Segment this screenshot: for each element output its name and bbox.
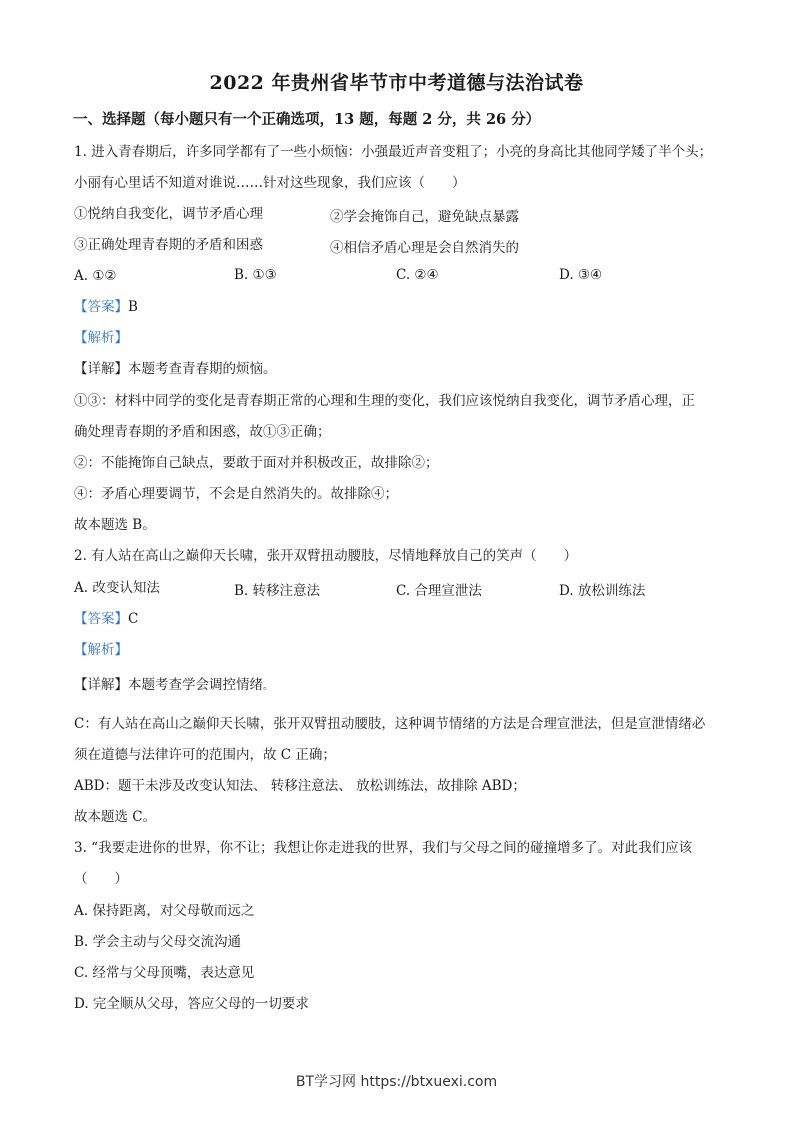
- answer-value: B: [128, 299, 138, 315]
- q1-choice-d: D. ③④: [559, 267, 603, 283]
- q3-stem-line2: （ ）: [74, 871, 128, 887]
- q3-stem-line1: 3. “我要走进你的世界，你不让；我想让你走进我的世界，我们与父母之间的碰撞增多了。对此我们应该: [74, 840, 693, 856]
- q1-option-1: ①悦纳自我变化，调节矛盾心理: [74, 206, 263, 222]
- q2-choice-a: A. 改变认知法: [74, 580, 160, 596]
- q1-option-3: ③正确处理青春期的矛盾和困惑: [74, 237, 263, 253]
- q2-detail: [74, 676, 273, 696]
- q2-analysis-tag: 【解析】: [74, 642, 128, 658]
- q1-explanation-1b: 确处理青春期的矛盾和困惑，故①③正确；: [74, 424, 331, 440]
- q2-explanation-1b: 须在道德与法律许可的范围内，故 C 正确；: [74, 747, 336, 763]
- q1-answer: [74, 298, 138, 316]
- q2-choice-d: D. 放松训练法: [559, 583, 646, 599]
- q1-choice-c: C. ②④: [396, 267, 439, 283]
- q3-choice-d: D. 完全顺从父母，答应父母的一切要求: [74, 996, 309, 1012]
- section-heading: 一、选择题（每小题只有一个正确选项，13 题，每题 2 分，共 26 分）: [73, 111, 541, 128]
- q2-choice-c: C. 合理宣泄法: [396, 583, 482, 599]
- detail-text: 本题考查青春期的烦恼。: [128, 361, 277, 377]
- answer-tag: 【答案】: [74, 299, 128, 315]
- q1-detail: [74, 360, 277, 378]
- detail-mark: 。: [263, 681, 273, 692]
- q1-choice-b: B. ①③: [234, 267, 277, 283]
- q2-explanation-2: ABD：题干未涉及改变认知法、 转移注意法、 放松训练法，故排除 ABD；: [74, 778, 526, 794]
- q1-analysis-tag: 【解析】: [74, 330, 128, 346]
- q1-stem-line2: 小丽有心里话不知道对谁说……针对这些现象，我们应该（ ）: [74, 175, 466, 191]
- q1-choice-a: A. ①②: [74, 268, 117, 284]
- q1-explanation-1a: ①③：材料中同学的变化是青春期正常的心理和生理的变化，我们应该悦纳自我变化，调节矛盾心理，正: [74, 393, 695, 409]
- page-title: 2022 年贵州省毕节市中考道德与法治试卷: [209, 72, 584, 94]
- answer-tag: 【答案】: [74, 611, 128, 627]
- q3-choice-c: C. 经常与父母顶嘴，表达意见: [74, 965, 255, 981]
- detail-tag: 【详解】: [74, 677, 128, 693]
- detail-text: 本题考查学会调控情绪: [128, 677, 263, 693]
- q2-explanation-1a: C：有人站在高山之巅仰天长啸，张开双臂扭动腰肢，这种调节情绪的方法是合理宣泄法，但是宣泄情绪必: [74, 716, 706, 732]
- q2-choice-b: B. 转移注意法: [234, 583, 321, 599]
- q1-option-4: ④相信矛盾心理是会自然消失的: [330, 240, 519, 256]
- q3-choice-a: A. 保持距离，对父母敬而远之: [74, 903, 255, 919]
- q2-stem: 2. 有人站在高山之巅仰天长啸，张开双臂扭动腰肢，尽情地释放自己的笑声（ ）: [74, 548, 578, 564]
- q1-conclusion: 故本题选 B。: [74, 517, 156, 533]
- q1-explanation-2: ②：不能掩饰自己缺点，要敢于面对并积极改正，故排除②；: [74, 455, 439, 471]
- q1-stem-line1: 1. 进入青春期后，许多同学都有了一些小烦恼：小强最近声音变粗了；小亮的身高比其他同学矮了半个头；: [74, 144, 713, 160]
- q1-explanation-3: ④：矛盾心理要调节，不会是自然消失的。故排除④；: [74, 486, 398, 502]
- q2-conclusion: 故本题选 C。: [74, 809, 157, 825]
- q3-choice-b: B. 学会主动与父母交流沟通: [74, 934, 242, 950]
- q1-option-2: ②学会掩饰自己，避免缺点暴露: [330, 209, 519, 225]
- detail-tag: 【详解】: [74, 361, 128, 377]
- footer-watermark: BT学习网 https://btxuexi.com: [295, 1074, 498, 1090]
- q2-answer: [74, 610, 138, 628]
- answer-value: C: [128, 611, 139, 627]
